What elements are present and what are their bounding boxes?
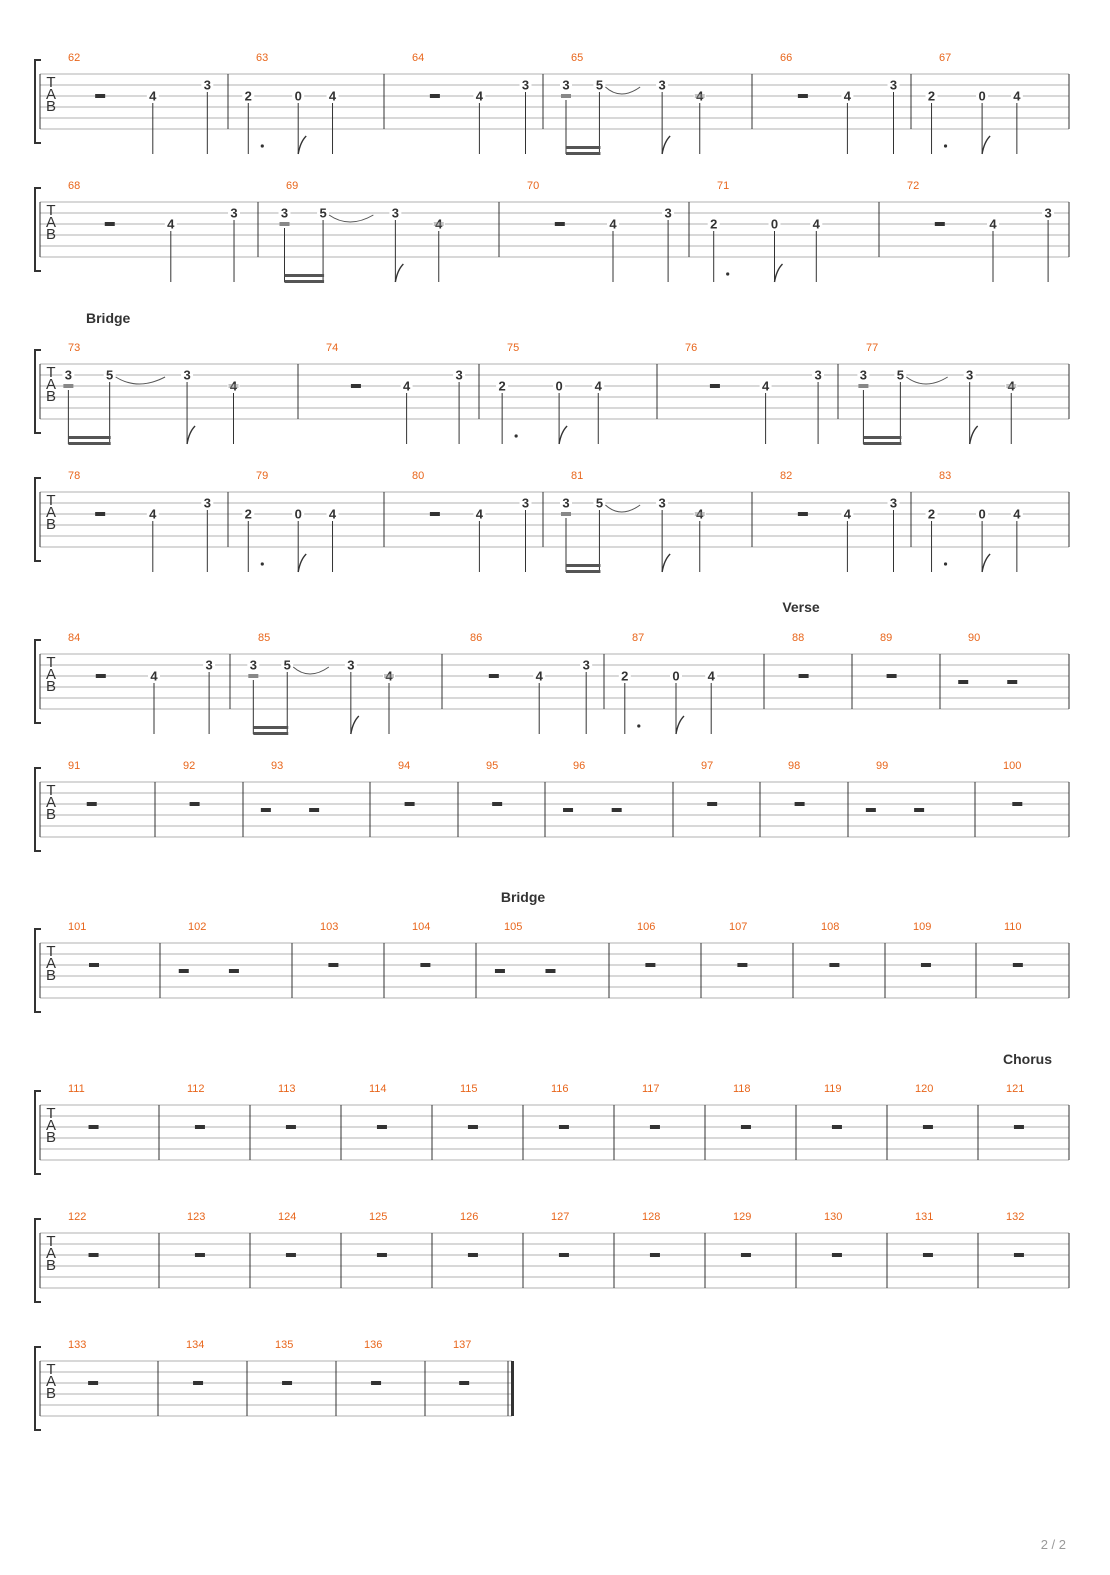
rest-mark xyxy=(650,1253,660,1257)
bar-number: 119 xyxy=(824,1083,842,1095)
bar-number: 62 xyxy=(68,52,81,64)
rest-mark xyxy=(923,1253,933,1257)
rest-mark xyxy=(280,222,290,226)
rest-mark xyxy=(195,1253,205,1257)
rest-mark xyxy=(371,1381,381,1385)
dot-mark xyxy=(726,272,729,275)
bar-number: 96 xyxy=(573,760,586,772)
bar-number: 88 xyxy=(792,632,805,644)
tab-clef-b: B xyxy=(45,678,57,695)
fret-number: 3 xyxy=(582,657,590,673)
bar-number: 105 xyxy=(504,921,523,933)
rest-mark xyxy=(430,512,440,516)
bar-number: 81 xyxy=(571,470,584,482)
rest-mark xyxy=(96,674,106,678)
bar-number: 100 xyxy=(1003,760,1022,772)
fret-number: 3 xyxy=(859,367,868,383)
rest-mark xyxy=(282,1381,292,1385)
tab-clef-t: T xyxy=(46,1361,56,1378)
fret-number: 0 xyxy=(978,506,986,522)
fret-number: 2 xyxy=(710,216,718,232)
rest-mark xyxy=(555,222,565,226)
rest-mark xyxy=(89,1125,99,1129)
fret-number: 4 xyxy=(989,216,997,232)
rest-mark xyxy=(829,963,839,967)
rest-mark xyxy=(193,1381,203,1385)
bar-number: 95 xyxy=(486,760,499,772)
tab-clef-b: B xyxy=(45,1257,57,1274)
rest-mark xyxy=(87,802,97,806)
fret-number: 4 xyxy=(1013,506,1021,522)
bar-number: 131 xyxy=(915,1211,934,1223)
bar-number: 79 xyxy=(256,470,269,482)
rest-mark xyxy=(650,1125,660,1129)
tie-arc xyxy=(605,505,640,512)
rest-mark xyxy=(832,1253,842,1257)
bar-number: 93 xyxy=(271,760,284,772)
tab-clef-b: B xyxy=(45,1385,57,1402)
tab-clef-a: A xyxy=(45,666,57,683)
rest-mark xyxy=(179,969,189,973)
eighth-flag xyxy=(662,136,670,154)
bar-number: 85 xyxy=(258,632,271,644)
fret-number: 3 xyxy=(664,205,672,221)
rest-mark xyxy=(261,808,271,812)
fret-number: 4 xyxy=(402,378,411,394)
fret-number: 2 xyxy=(498,378,506,394)
rest-mark xyxy=(492,802,502,806)
bar-number: 69 xyxy=(286,180,299,192)
bar-number: 102 xyxy=(188,921,207,933)
rest-mark xyxy=(190,802,200,806)
rest-mark xyxy=(710,384,720,388)
rest-mark xyxy=(89,1253,99,1257)
fret-number: 3 xyxy=(966,367,974,383)
bar-number: 64 xyxy=(412,52,425,64)
bar-number: 134 xyxy=(186,1339,205,1351)
dot-mark xyxy=(637,724,640,727)
bar-number: 82 xyxy=(780,470,793,482)
fret-number: 5 xyxy=(595,495,604,511)
dot-mark xyxy=(515,434,518,437)
bar-number: 108 xyxy=(821,921,840,933)
fret-number: 3 xyxy=(230,205,238,221)
fret-number: 5 xyxy=(319,205,327,221)
final-barline-thick xyxy=(511,1361,514,1416)
fret-number: 2 xyxy=(621,668,629,684)
rest-mark xyxy=(89,963,99,967)
rest-mark xyxy=(328,963,338,967)
fret-number: 3 xyxy=(203,495,211,511)
rest-mark xyxy=(795,802,805,806)
bar-number: 63 xyxy=(256,52,269,64)
bar-number: 98 xyxy=(788,760,801,772)
rest-mark xyxy=(695,512,705,516)
bar-number: 84 xyxy=(68,632,81,644)
rest-mark xyxy=(434,222,444,226)
bar-number: 136 xyxy=(364,1339,383,1351)
sixteenth-beam xyxy=(566,564,600,567)
bar-number: 123 xyxy=(187,1211,206,1223)
fret-number: 2 xyxy=(244,506,252,522)
rest-mark xyxy=(195,1125,205,1129)
fret-number: 3 xyxy=(455,367,463,383)
tab-clef-a: A xyxy=(45,955,57,972)
fret-number: 0 xyxy=(672,668,680,684)
rest-mark xyxy=(695,94,705,98)
fret-number: 3 xyxy=(562,77,570,93)
bar-number: 94 xyxy=(398,760,411,772)
sixteenth-beam xyxy=(285,274,325,277)
tab-clef-t: T xyxy=(46,492,56,509)
bar-number: 68 xyxy=(68,180,81,192)
bar-number: 104 xyxy=(412,921,431,933)
fret-number: 2 xyxy=(244,88,252,104)
rest-mark xyxy=(420,963,430,967)
rest-mark xyxy=(1013,963,1023,967)
bar-number: 89 xyxy=(880,632,893,644)
rest-mark xyxy=(958,680,968,684)
fret-number: 4 xyxy=(475,88,484,104)
bar-number: 109 xyxy=(913,921,932,933)
fret-number: 3 xyxy=(889,495,898,511)
bar-number: 127 xyxy=(551,1211,570,1223)
tie-arc xyxy=(906,377,947,384)
tab-clef-b: B xyxy=(45,98,57,115)
rest-mark xyxy=(248,674,258,678)
fret-number: 5 xyxy=(106,367,114,383)
fret-number: 4 xyxy=(167,216,175,232)
dot-mark xyxy=(944,562,947,565)
rest-mark xyxy=(95,512,105,516)
section-label: Bridge xyxy=(86,310,131,326)
rest-mark xyxy=(645,963,655,967)
sixteenth-beam xyxy=(68,436,110,439)
fret-number: 2 xyxy=(927,88,936,104)
tab-clef-t: T xyxy=(46,943,56,960)
tie-arc xyxy=(329,215,373,222)
tab-clef-a: A xyxy=(45,1117,57,1134)
tie-arc xyxy=(116,377,165,384)
fret-number: 4 xyxy=(149,88,157,104)
rest-mark xyxy=(707,802,717,806)
tab-clef-a: A xyxy=(45,214,57,231)
section-label: Chorus xyxy=(1003,1051,1052,1067)
fret-number: 4 xyxy=(843,506,852,522)
rest-mark xyxy=(798,512,808,516)
bar-number: 111 xyxy=(68,1083,85,1095)
rest-mark xyxy=(88,1381,98,1385)
sixteenth-beam xyxy=(863,436,901,439)
bar-number: 74 xyxy=(326,342,339,354)
bar-number: 106 xyxy=(637,921,656,933)
tab-clef-t: T xyxy=(46,782,56,799)
bar-number: 83 xyxy=(939,470,952,482)
bar-number: 112 xyxy=(187,1083,205,1095)
bar-number: 70 xyxy=(527,180,540,192)
eighth-flag xyxy=(298,136,306,154)
fret-number: 4 xyxy=(594,378,602,394)
bar-number: 65 xyxy=(571,52,584,64)
bar-number: 122 xyxy=(68,1211,87,1223)
bar-number: 116 xyxy=(551,1083,569,1095)
bar-number: 73 xyxy=(68,342,81,354)
fret-number: 3 xyxy=(658,77,666,93)
rest-mark xyxy=(1014,1253,1024,1257)
dot-mark xyxy=(261,562,264,565)
fret-number: 4 xyxy=(328,88,337,104)
fret-number: 3 xyxy=(183,367,191,383)
fret-number: 3 xyxy=(64,367,72,383)
rest-mark xyxy=(799,674,809,678)
rest-mark xyxy=(914,808,924,812)
rest-mark xyxy=(309,808,319,812)
dot-mark xyxy=(944,144,947,147)
bar-number: 115 xyxy=(460,1083,478,1095)
section-label: Verse xyxy=(782,599,820,615)
fret-number: 3 xyxy=(562,495,570,511)
rest-mark xyxy=(351,384,361,388)
fret-number: 4 xyxy=(812,216,820,232)
rest-mark xyxy=(95,94,105,98)
bar-number: 76 xyxy=(685,342,698,354)
bar-number: 80 xyxy=(412,470,425,482)
fret-number: 5 xyxy=(896,367,904,383)
rest-mark xyxy=(612,808,622,812)
fret-number: 4 xyxy=(475,506,484,522)
rest-mark xyxy=(563,808,573,812)
dot-mark xyxy=(261,144,264,147)
rest-mark xyxy=(105,222,115,226)
fret-number: 3 xyxy=(280,205,289,221)
bar-number: 91 xyxy=(68,760,81,772)
tab-clef-t: T xyxy=(46,1233,56,1250)
eighth-flag xyxy=(970,426,978,444)
rest-mark xyxy=(923,1125,933,1129)
bar-number: 87 xyxy=(632,632,645,644)
bar-number: 124 xyxy=(278,1211,297,1223)
bar-number: 71 xyxy=(717,180,730,192)
fret-number: 3 xyxy=(391,205,399,221)
rest-mark xyxy=(229,384,239,388)
fret-number: 3 xyxy=(1044,205,1052,221)
tab-clef-a: A xyxy=(45,794,57,811)
rest-mark xyxy=(384,674,394,678)
bar-number: 132 xyxy=(1006,1211,1025,1223)
fret-number: 2 xyxy=(927,506,936,522)
bar-number: 110 xyxy=(1004,921,1022,933)
rest-mark xyxy=(495,969,505,973)
bar-number: 135 xyxy=(275,1339,294,1351)
bar-number: 126 xyxy=(460,1211,479,1223)
bar-number: 129 xyxy=(733,1211,752,1223)
fret-number: 4 xyxy=(535,668,543,684)
fret-number: 0 xyxy=(770,216,779,232)
tab-clef-b: B xyxy=(45,516,57,533)
rest-mark xyxy=(559,1125,569,1129)
eighth-flag xyxy=(982,554,990,572)
tab-clef-b: B xyxy=(45,388,57,405)
bar-number: 125 xyxy=(369,1211,388,1223)
tab-clef-t: T xyxy=(46,74,56,91)
bar-number: 117 xyxy=(642,1083,660,1095)
rest-mark xyxy=(741,1125,751,1129)
eighth-flag xyxy=(676,716,684,734)
bar-number: 75 xyxy=(507,342,520,354)
rest-mark xyxy=(798,94,808,98)
bar-number: 97 xyxy=(701,760,714,772)
fret-number: 3 xyxy=(658,495,666,511)
fret-number: 0 xyxy=(294,506,302,522)
fret-number: 3 xyxy=(205,657,213,673)
sixteenth-beam xyxy=(566,152,600,155)
rest-mark xyxy=(1012,802,1022,806)
fret-number: 4 xyxy=(328,506,337,522)
bar-number: 137 xyxy=(453,1339,472,1351)
section-label: Bridge xyxy=(500,889,546,905)
bar-number: 101 xyxy=(68,921,87,933)
bar-number: 92 xyxy=(183,760,196,772)
sixteenth-beam xyxy=(863,442,901,445)
tab-clef-t: T xyxy=(46,654,56,671)
bar-number: 107 xyxy=(729,921,748,933)
sixteenth-beam xyxy=(566,146,600,149)
rest-mark xyxy=(430,94,440,98)
rest-mark xyxy=(866,808,876,812)
fret-number: 3 xyxy=(249,657,257,673)
eighth-flag xyxy=(775,264,783,282)
eighth-flag xyxy=(662,554,670,572)
rest-mark xyxy=(405,802,415,806)
fret-number: 3 xyxy=(889,77,898,93)
eighth-flag xyxy=(298,554,306,572)
fret-number: 0 xyxy=(978,88,986,104)
rest-mark xyxy=(63,384,73,388)
sixteenth-beam xyxy=(285,280,325,283)
bar-number: 78 xyxy=(68,470,81,482)
rest-mark xyxy=(559,1253,569,1257)
tie-arc xyxy=(605,87,640,94)
eighth-flag xyxy=(351,716,359,734)
rest-mark xyxy=(459,1381,469,1385)
bar-number: 113 xyxy=(278,1083,296,1095)
fret-number: 4 xyxy=(707,668,715,684)
tab-clef-a: A xyxy=(45,376,57,393)
fret-number: 3 xyxy=(814,367,822,383)
rest-mark xyxy=(229,969,239,973)
sixteenth-beam xyxy=(68,442,110,445)
rest-mark xyxy=(741,1253,751,1257)
fret-number: 5 xyxy=(595,77,604,93)
bar-number: 66 xyxy=(780,52,793,64)
bar-number: 72 xyxy=(907,180,920,192)
rest-mark xyxy=(921,963,931,967)
tab-clef-b: B xyxy=(45,226,57,243)
tab-clef-t: T xyxy=(46,202,56,219)
fret-number: 4 xyxy=(843,88,852,104)
rest-mark xyxy=(286,1253,296,1257)
rest-mark xyxy=(489,674,499,678)
fret-number: 4 xyxy=(150,668,158,684)
fret-number: 4 xyxy=(149,506,157,522)
rest-mark xyxy=(286,1125,296,1129)
fret-number: 4 xyxy=(761,378,770,394)
rest-mark xyxy=(1006,384,1016,388)
eighth-flag xyxy=(982,136,990,154)
bar-number: 114 xyxy=(369,1083,387,1095)
tab-clef-b: B xyxy=(45,967,57,984)
fret-number: 4 xyxy=(1013,88,1021,104)
rest-mark xyxy=(737,963,747,967)
tab-clef-b: B xyxy=(45,806,57,823)
rest-mark xyxy=(545,969,555,973)
eighth-flag xyxy=(187,426,195,444)
tab-clef-a: A xyxy=(45,86,57,103)
bar-number: 120 xyxy=(915,1083,934,1095)
rest-mark xyxy=(858,384,868,388)
fret-number: 4 xyxy=(609,216,617,232)
fret-number: 0 xyxy=(555,378,563,394)
rest-mark xyxy=(377,1125,387,1129)
bar-number: 133 xyxy=(68,1339,87,1351)
sixteenth-beam xyxy=(566,570,600,573)
tab-clef-a: A xyxy=(45,1373,57,1390)
tab-clef-b: B xyxy=(45,1129,57,1146)
sixteenth-beam xyxy=(253,732,288,735)
bar-number: 130 xyxy=(824,1211,843,1223)
fret-number: 3 xyxy=(203,77,211,93)
bar-number: 128 xyxy=(642,1211,661,1223)
tab-clef-t: T xyxy=(46,364,56,381)
rest-mark xyxy=(561,512,571,516)
bar-number: 77 xyxy=(866,342,879,354)
rest-mark xyxy=(887,674,897,678)
fret-number: 3 xyxy=(347,657,355,673)
tab-clef-a: A xyxy=(45,1245,57,1262)
fret-number: 0 xyxy=(294,88,302,104)
fret-number: 5 xyxy=(283,657,291,673)
rest-mark xyxy=(935,222,945,226)
rest-mark xyxy=(468,1253,478,1257)
tab-clef-a: A xyxy=(45,504,57,521)
bar-number: 118 xyxy=(733,1083,751,1095)
bar-number: 99 xyxy=(876,760,889,772)
rest-mark xyxy=(832,1125,842,1129)
rest-mark xyxy=(468,1125,478,1129)
page-number: 2 / 2 xyxy=(1040,1537,1066,1552)
rest-mark xyxy=(1014,1125,1024,1129)
tab-clef-t: T xyxy=(46,1105,56,1122)
eighth-flag xyxy=(559,426,567,444)
bar-number: 121 xyxy=(1006,1083,1025,1095)
bar-number: 86 xyxy=(470,632,483,644)
fret-number: 3 xyxy=(521,495,530,511)
tie-arc xyxy=(293,667,329,674)
fret-number: 3 xyxy=(521,77,530,93)
eighth-flag xyxy=(395,264,403,282)
sixteenth-beam xyxy=(253,726,288,729)
rest-mark xyxy=(377,1253,387,1257)
rest-mark xyxy=(1007,680,1017,684)
bar-number: 67 xyxy=(939,52,952,64)
rest-mark xyxy=(561,94,571,98)
bar-number: 103 xyxy=(320,921,339,933)
bar-number: 90 xyxy=(968,632,981,644)
